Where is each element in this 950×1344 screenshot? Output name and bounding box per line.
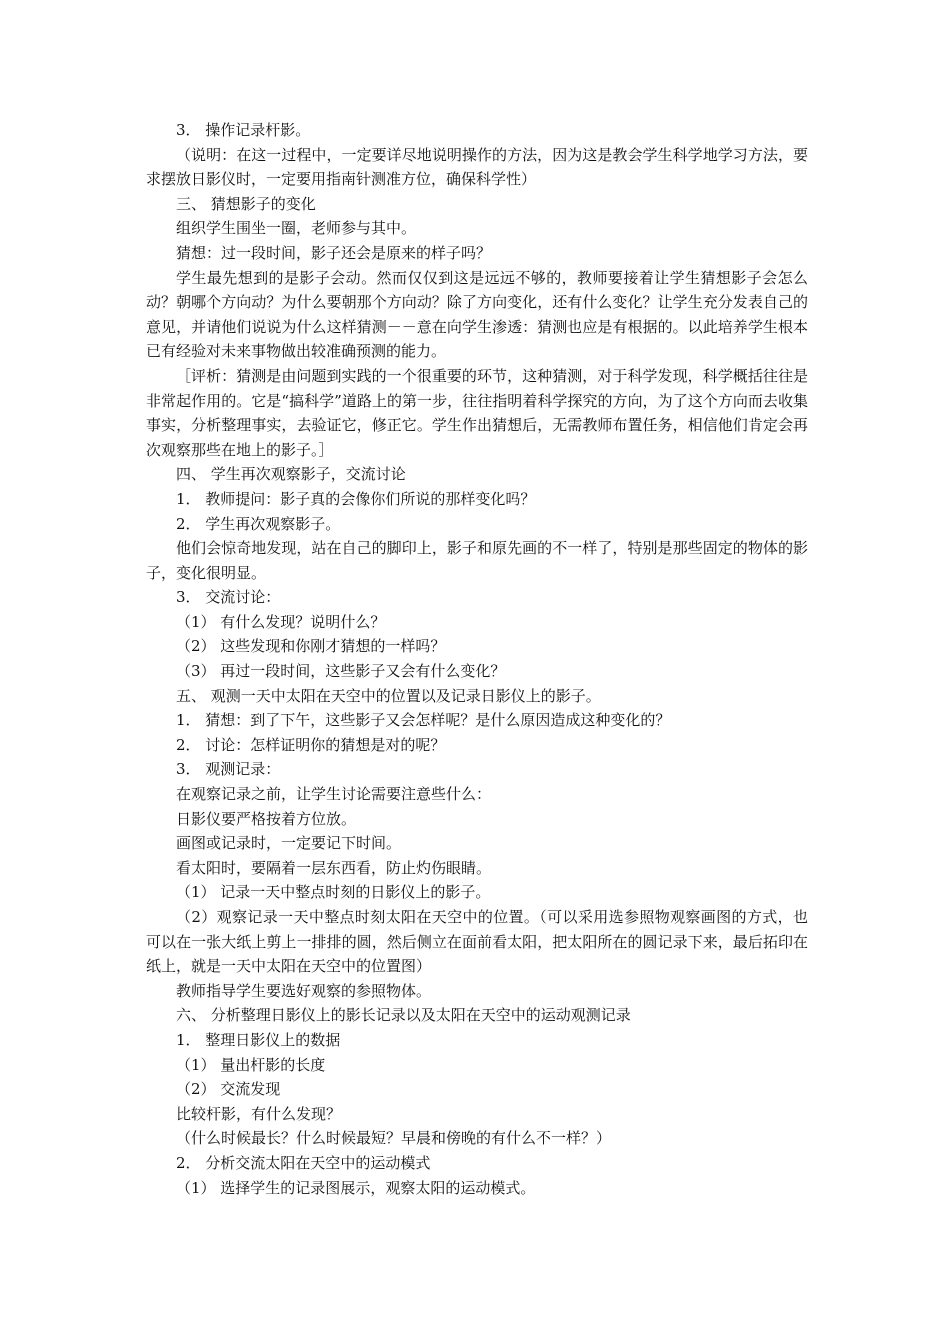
paragraph: 画图或记录时，一定要记下时间。 (176, 834, 402, 853)
list-item: 1． 教师提问：影子真的会像你们所说的那样变化吗？ (176, 489, 536, 508)
paragraph: 学生最先想到的是影子会动。然而仅仅到这是远远不够的，教师要接着让学生猜想影子会怎么动？朝哪个方向动？为什么要朝那个方向动？除了方向变化，还有什么变化？让学生充分发表自己的意见，并请他们说说为什么这样猜测－－意在向学生渗透：猜测也应是有根据的。以此培养学生根本已有经验对未来事物做出较准确预测的能力。 (146, 268, 808, 361)
list-item: 1． 整理日影仪上的数据 (176, 1030, 341, 1049)
commentary-paragraph: ［评析：猜测是由问题到实践的一个很重要的环节，这种猜测，对于科学发现，科学概括往往是非常起作用的。它是“搞科学”道路上的第一步，往往指明着科学探究的方向，为了这个方向而去收集事实，分析整理事实，去验证它，修正它。学生作出猜想后，无需教师布置任务，相信他们肯定会再次观察那些在地上的影子。］ (146, 366, 808, 459)
note-paragraph: （说明：在这一过程中，一定要详尽地说明操作的方法，因为这是教会学生科学地学习方法，要求摆放日影仪时，一定要用指南针测准方位，确保科学性） (146, 145, 808, 189)
list-item: （1） 选择学生的记录图展示，观察太阳的运动模式。 (176, 1178, 536, 1197)
paragraph: 组织学生围坐一圈，老师参与其中。 (176, 219, 417, 238)
list-item: （2） 交流发现 (176, 1080, 281, 1099)
list-item: 2． 讨论：怎样证明你的猜想是对的呢？ (176, 735, 446, 754)
paragraph: 看太阳时，要隔着一层东西看，防止灼伤眼睛。 (176, 858, 492, 877)
paragraph: 他们会惊奇地发现，站在自己的脚印上，影子和原先画的不一样了，特别是那些固定的物体的影子，变化很明显。 (146, 539, 808, 582)
list-item: 3． 交流讨论： (176, 588, 281, 607)
list-item: 3． 观测记录： (176, 760, 281, 779)
section-5-heading: 五、 观测一天中太阳在天空中的位置以及记录日影仪上的影子。 (176, 686, 601, 705)
section-4-heading: 四、 学生再次观察影子，交流讨论 (176, 465, 406, 484)
list-item: （1） 量出杆影的长度 (176, 1055, 326, 1074)
step-3-record-shadow: 3． 操作记录杆影。 (176, 121, 311, 139)
list-item: （1） 记录一天中整点时刻的日影仪上的影子。 (176, 883, 491, 902)
paragraph: 比较杆影，有什么发现？ (176, 1104, 342, 1123)
list-item: （1） 有什么发现？说明什么？ (176, 612, 386, 631)
paragraph: 日影仪要严格按着方位放。 (176, 809, 357, 828)
list-item: （2）观察记录一天中整点时刻太阳在天空中的位置。（可以采用选参照物观察画图的方式，也可以在一张大纸上剪上一排排的圆，然后侧立在面前看太阳，把太阳所在的圆记录下来，最后拓印在纸上，就是一天中太阳在天空中的位置图） (146, 908, 808, 976)
list-item: 1． 猜想：到了下午，这些影子又会怎样呢？是什么原因造成这种变化的？ (176, 711, 671, 730)
section-3-heading: 三、 猜想影子的变化 (176, 194, 316, 213)
document-page (146, 118, 808, 1200)
paragraph: 在观察记录之前，让学生讨论需要注意些什么： (176, 785, 492, 804)
paragraph: 教师指导学生要选好观察的参照物体。 (176, 981, 432, 1000)
paragraph: （什么时候最长？什么时候最短？早晨和傍晚的有什么不一样？） (176, 1129, 612, 1148)
list-item: 2． 分析交流太阳在天空中的运动模式 (176, 1153, 431, 1172)
list-item: （3） 再过一段时间，这些影子又会有什么变化？ (176, 662, 506, 681)
paragraph: 猜想：过一段时间，影子还会是原来的样子吗？ (176, 243, 492, 262)
list-item: 2． 学生再次观察影子。 (176, 514, 341, 533)
section-6-heading: 六、 分析整理日影仪上的影长记录以及太阳在天空中的运动观测记录 (176, 1006, 631, 1025)
list-item: （2） 这些发现和你刚才猜想的一样吗？ (176, 637, 446, 656)
